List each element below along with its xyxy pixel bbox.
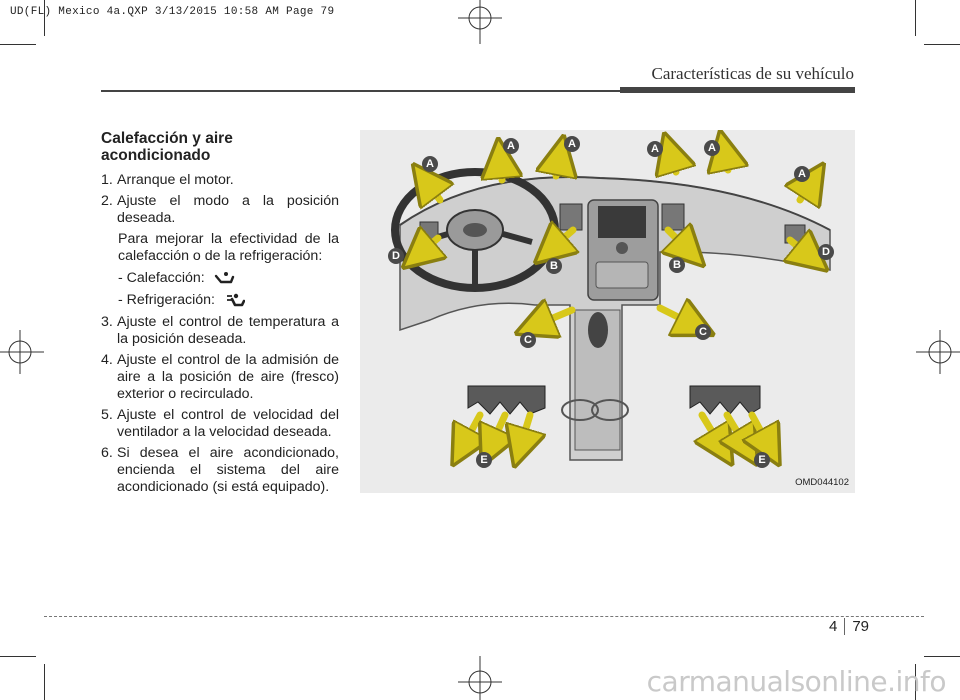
step-2 xyxy=(101,193,339,227)
footer-rule xyxy=(44,616,924,617)
section-title: Características de su vehículo xyxy=(651,64,854,83)
label-d-badge: D xyxy=(818,244,834,260)
heading: Calefacción y aire acondicionado xyxy=(101,130,233,164)
title-rule-accent xyxy=(620,87,855,93)
heating-label: - Calefacción: xyxy=(118,270,205,286)
watermark: carmanualsonline.info xyxy=(646,665,946,698)
face-mode-icon xyxy=(223,292,245,308)
crop-mark xyxy=(0,656,36,657)
airflow-figure xyxy=(360,130,855,493)
step-number: 1. xyxy=(101,172,113,188)
registration-mark-top xyxy=(450,0,510,44)
step-text: Ajuste el control de temperatura a la posición deseada. xyxy=(117,314,339,347)
step-number: 4. xyxy=(101,352,113,368)
step-text: Ajuste el modo a la posición deseada. xyxy=(117,193,339,226)
step-4 xyxy=(101,352,339,403)
label-e-badge: E xyxy=(754,452,770,468)
registration-mark-left xyxy=(0,322,44,382)
step-text: Ajuste el control de velocidad del ventilador a la velocidad deseada. xyxy=(117,407,339,440)
label-e-badge: E xyxy=(476,452,492,468)
label-c-badge: C xyxy=(695,324,711,340)
label-b-badge: B xyxy=(546,258,562,274)
label-a-badge: A xyxy=(564,136,580,152)
step-1 xyxy=(101,172,339,189)
step-number: 3. xyxy=(101,314,113,330)
step-text: Arranque el motor. xyxy=(117,172,234,188)
label-a-badge: A xyxy=(503,138,519,154)
crop-mark xyxy=(0,44,36,45)
label-a-badge: A xyxy=(647,141,663,157)
print-header: UD(FL) Mexico 4a.QXP 3/13/2015 10:58 AM Page 79 xyxy=(10,6,335,18)
label-b-badge: B xyxy=(669,257,685,273)
page-number-value: 79 xyxy=(852,618,870,635)
label-d-badge: D xyxy=(388,248,404,264)
label-a-badge: A xyxy=(794,166,810,182)
step-text: Ajuste el control de la admisión de aire a la posición de aire (fresco) exterior o recirculado. xyxy=(117,352,339,402)
step-number: 2. xyxy=(101,193,113,209)
heating-mode xyxy=(101,270,339,287)
dashboard-illustration xyxy=(360,130,855,493)
cooling-mode xyxy=(101,292,339,309)
step-number: 5. xyxy=(101,407,113,423)
figure-code: OMD044102 xyxy=(795,477,849,488)
label-a-badge: A xyxy=(704,140,720,156)
crop-mark xyxy=(924,656,960,657)
step-6 xyxy=(101,445,339,496)
note: Para mejorar la efectividad de la calefacción o de la refrigeración: xyxy=(118,231,339,264)
registration-mark-right xyxy=(916,322,960,382)
page-number xyxy=(829,618,869,635)
registration-mark-bottom xyxy=(450,656,510,700)
crop-mark xyxy=(44,664,45,700)
label-a-badge: A xyxy=(422,156,438,172)
step-3 xyxy=(101,314,339,348)
crop-mark xyxy=(915,0,916,36)
instructions xyxy=(101,130,339,500)
step-text: Si desea el aire acondicionado, encienda el sistema del aire acondicionado (si está equipado). xyxy=(117,445,339,495)
chapter-number: 4 xyxy=(829,618,845,635)
label-c-badge: C xyxy=(520,332,536,348)
cooling-label: - Refrigeración: xyxy=(118,292,215,308)
floor-mode-icon xyxy=(213,271,235,285)
step-number: 6. xyxy=(101,445,113,461)
step-5 xyxy=(101,407,339,441)
crop-mark xyxy=(924,44,960,45)
